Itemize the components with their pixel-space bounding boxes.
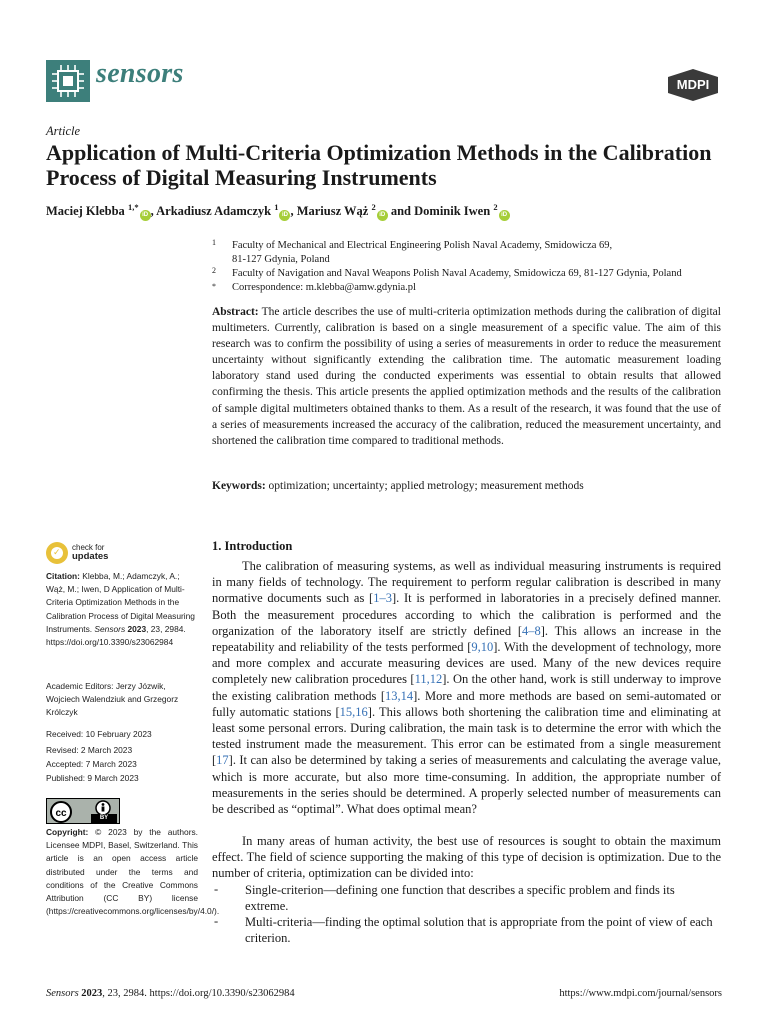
footer-citation: [46, 988, 295, 999]
text-run: ]. On the other hand, work is still underway to improve the existing calibration methods [: [212, 672, 721, 703]
footer-year: 2023: [81, 988, 103, 999]
citation-link[interactable]: 11,12: [414, 672, 443, 687]
copyright-label: Copyright:: [46, 827, 89, 837]
received-date: Received: 10 February 2023: [46, 729, 152, 739]
publisher-name: MDPI: [676, 77, 710, 92]
intro-paragraph-1: [212, 558, 721, 817]
bullet-item: Multi-criteria—finding the optimal solution that is appropriate from the point of view of each criterion.: [245, 915, 713, 946]
affiliation-number: *: [212, 282, 216, 291]
author-separator: ,: [150, 204, 154, 218]
citation-text: Klebba, M.; Adamczyk, A.; Wąż, M.; Iwen, D Application of Multi-Criteria Optimization Methods in the Calibration Process of Digital Measuring Instruments.: [46, 571, 195, 634]
accepted-date: Accepted: 7 March 2023: [46, 759, 137, 769]
text-run: The calibration of measuring systems, as well as individual measuring instruments is required in many fields of technology. The requirement to perform regular calibration is described in many normative documents such as [: [212, 559, 721, 606]
check-for-updates-button[interactable]: [46, 542, 126, 566]
keywords-label: Keywords:: [212, 480, 266, 492]
svg-text:cc: cc: [55, 808, 67, 819]
footer-journal: Sensors: [46, 988, 79, 999]
affiliation-text: Faculty of Navigation and Naval Weapons Polish Naval Academy, Smidowicza 69, 81-127 Gdynia, Poland: [232, 268, 682, 279]
author-name: Arkadiusz Adamczyk: [156, 204, 272, 218]
citation-block: [46, 570, 198, 649]
text-run: ]. With the development of technology, more and more complex and accurate measuring devices are used. Many of the new devices require completely new calibration procedures [: [212, 640, 721, 687]
orcid-icon[interactable]: iD: [140, 210, 151, 221]
author-affil-sup: 2: [493, 202, 498, 212]
citation-doi[interactable]: , 23, 2984. https://doi.org/10.3390/s23062984: [46, 623, 186, 648]
affiliation-text: Faculty of Mechanical and Electrical Engineering Polish Naval Academy, Smidowicza 69,: [232, 240, 613, 251]
orcid-icon[interactable]: iD: [377, 210, 388, 221]
author-affil-sup: 1: [274, 202, 279, 212]
author-separator: ,: [290, 204, 294, 218]
article-title: Application of Multi-Criteria Optimization Methods in the Calibration Process of Digital Measuring Instruments: [46, 140, 712, 190]
mdpi-logo-icon[interactable]: [666, 68, 720, 102]
correspondence-text: Correspondence: m.klebba@amw.gdynia.pl: [232, 282, 416, 293]
orcid-icon[interactable]: iD: [499, 210, 510, 221]
affiliation-text: 81-127 Gdynia, Poland: [232, 254, 330, 265]
citation-journal: Sensors: [94, 623, 126, 634]
citation-link[interactable]: 1–3: [373, 591, 392, 606]
published-date: Published: 9 March 2023: [46, 773, 139, 783]
journal-logo-icon: [46, 60, 90, 102]
author-separator: and: [390, 204, 411, 218]
author-name: Mariusz Wąż: [296, 204, 369, 218]
footer-doi[interactable]: , 23, 2984. https://doi.org/10.3390/s23062984: [102, 988, 295, 999]
author-affil-sup: 1,*: [127, 202, 139, 212]
citation-link[interactable]: 4–8: [522, 623, 541, 638]
cc-by-label: BY: [91, 814, 117, 823]
section-heading: 1. Introduction: [212, 539, 293, 553]
text-run: ]. More and more methods are based on semi-automated or fully automatic stations [: [212, 688, 721, 719]
abstract: [212, 304, 721, 449]
keywords-text: optimization; uncertainty; applied metrology; measurement methods: [268, 480, 584, 492]
text-run: ]. It is performed in laboratories in a precisely defined manner. Both the measurement procedures according to which the calibration is performed and the organization of the laboratory itself are strictly defined [: [212, 591, 721, 638]
author-name: Maciej Klebba: [46, 204, 125, 218]
check-updates-line1: check for: [72, 543, 105, 552]
affiliation-number: 2: [212, 266, 216, 275]
bullet-item: Single-criterion—defining one function that describes a specific problem and finds its extreme.: [245, 883, 675, 914]
check-updates-icon: ✓: [46, 542, 68, 564]
bullet-marker: -: [214, 914, 219, 928]
author-affil-sup: 2: [371, 202, 376, 212]
footer-journal-url[interactable]: https://www.mdpi.com/journal/sensors: [559, 988, 722, 999]
citation-link[interactable]: 13,14: [385, 688, 414, 703]
author-list: [46, 202, 726, 221]
text-run: ]. It can also be determined by taking a series of measurements and calculating the average value, which is more accurate, but also more time-consuming. In addition, the appropriate number of measurements in the series should be determined. A properly selected number of measurements can be described as “optimal”. What does optimal mean?: [212, 753, 721, 817]
citation-link[interactable]: 15,16: [339, 704, 368, 719]
text-run: ]. This allows an increase in the repeatability and reliability of the tests performed [: [212, 623, 721, 655]
article-type: Article: [46, 124, 81, 138]
bullet-marker: -: [214, 882, 219, 896]
check-updates-line2: updates: [72, 551, 109, 562]
copyright-block: [46, 826, 220, 918]
affiliation-number: 1: [212, 238, 216, 247]
academic-editors: Academic Editors: Jerzy Józwik, Wojciech Walendziuk and Grzegorz Królczyk: [46, 681, 179, 718]
keywords: [212, 478, 721, 494]
text-run: ]. This allows both shortening the calibration time and eliminating at least some personal errors. During calibration, the main task is to determine the error with which the tested instrument made the measurement. This error can be estimated from a single measurement [: [212, 704, 721, 768]
citation-label: Citation:: [46, 571, 80, 581]
copyright-text: © 2023 by the authors. Licensee MDPI, Basel, Switzerland. This article is an open access article distributed under the terms and conditions of the Creative Commons Attribution (CC BY) license (https://creativecommons.org/licenses/by/4.0/).: [46, 827, 220, 917]
orcid-icon[interactable]: iD: [279, 210, 290, 221]
cc-by-license-icon[interactable]: [46, 798, 120, 824]
abstract-label: Abstract:: [212, 306, 259, 318]
journal-name[interactable]: sensors: [96, 58, 184, 89]
intro-paragraph-2: In many areas of human activity, the best use of resources is sought to obtain the maximum effect. The field of science supporting the making of this type of decision is optimization. Due to the number of criteria, optimization can be divided into:: [212, 834, 721, 881]
citation-year: 2023: [127, 623, 147, 634]
citation-link[interactable]: 9,10: [471, 640, 494, 655]
citation-link[interactable]: 17: [216, 753, 229, 768]
abstract-text: The article describes the use of multi-criteria optimization methods during the calibration of digital multimeters. Currently, calibration is based on a single measurement of a specific value. The aim of this research was to confirm the possibility of using a series of measurements in order to reduce the measurement uncertainty without significantly extending the calibration time. The automatic measurement loading laboratory stand used during the conducted experiments was essential to obtain results that allowed confirming the thesis. This article presents the applied optimization methods and the results of the calibration of sample digital multimeters obtained thanks to them. As a result of the research, it was found that the use of a series of measurements increased the accuracy of the calibration, reduced the measurement uncertainty, and shortened the calibration time compared to traditional methods.: [212, 306, 721, 447]
revised-date: Revised: 2 March 2023: [46, 745, 133, 755]
author-name: Dominik Iwen: [414, 204, 491, 218]
